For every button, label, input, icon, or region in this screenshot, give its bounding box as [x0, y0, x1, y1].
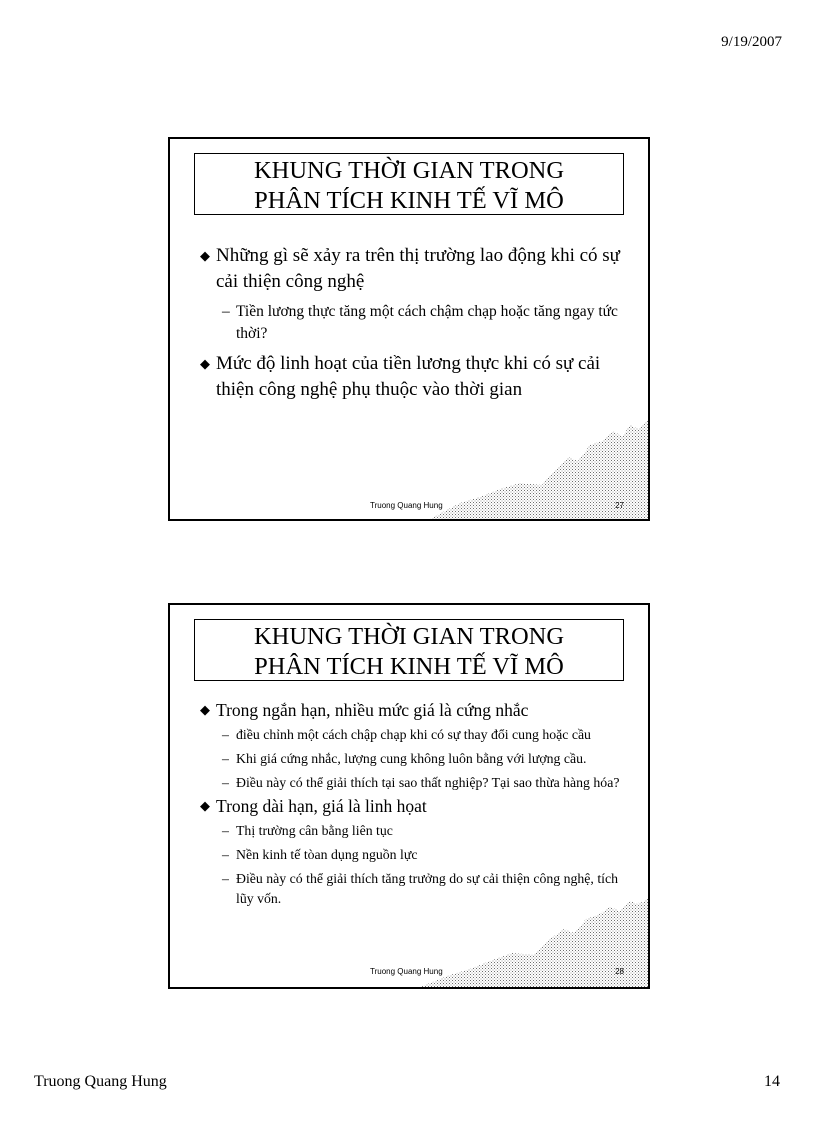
slide-27 [168, 137, 650, 521]
slide-title [194, 153, 624, 215]
sub-bullet [200, 725, 620, 745]
slide-body [200, 699, 620, 909]
dash-bullet-icon: – [222, 751, 229, 766]
sub-bullet-text: Nền kinh tế tòan dụng nguồn lực [236, 847, 418, 862]
sub-bullet-text: Điều này có thể giải thích tăng trưởng do sự cải thiện công nghệ, tích lũy vốn. [236, 871, 619, 906]
sub-bullet-text: Khi giá cứng nhắc, lượng cung không luôn bằng với lượng cầu. [236, 751, 587, 766]
page-footer-author: Truong Quang Hung [34, 1073, 167, 1090]
diamond-bullet-icon: ◆ [200, 248, 210, 263]
bullet-text: Trong ngắn hạn, nhiều mức giá là cứng nhắc [216, 700, 529, 720]
bullet-text: Mức độ linh hoạt của tiền lương thực khi có sự cải thiện công nghệ phụ thuộc vào thời gian [216, 353, 601, 400]
diamond-bullet-icon: ◆ [200, 798, 210, 813]
page-number: 14 [764, 1073, 780, 1090]
sub-bullet [200, 821, 620, 841]
dash-bullet-icon: – [222, 847, 229, 862]
sub-bullet-text: điều chỉnh một cách chập chạp khi có sự thay đổi cung hoặc cầu [236, 727, 591, 742]
slide-28 [168, 603, 650, 989]
sub-bullet [200, 869, 620, 909]
slide-footer-author: Truong Quang Hung [370, 501, 443, 510]
slide-number: 28 [615, 967, 624, 976]
sub-bullet [200, 845, 620, 865]
bullet-text: Những gì sẽ xảy ra trên thị trường lao động khi có sự cải thiện công nghệ [216, 245, 620, 292]
bullet [200, 795, 620, 817]
bullet-text: Trong dài hạn, giá là linh họat [216, 796, 427, 816]
bullet [200, 351, 620, 403]
diamond-bullet-icon: ◆ [200, 702, 210, 717]
dash-bullet-icon: – [222, 727, 229, 742]
slide-body [200, 243, 620, 403]
slide-number: 27 [615, 501, 624, 510]
slide-title-line: KHUNG THỜI GIAN TRONG [253, 623, 565, 650]
slide-title-line: PHÂN TÍCH KINH TẾ VĨ MÔ [254, 653, 564, 680]
sub-bullet [200, 773, 620, 793]
dash-bullet-icon: – [222, 775, 229, 790]
bullet [200, 243, 620, 295]
sub-bullet [200, 301, 620, 345]
sub-bullet [200, 749, 620, 769]
sub-bullet-text: Tiền lương thực tăng một cách chậm chạp hoặc tăng ngay tức thời? [236, 303, 618, 342]
slide-title-line: PHÂN TÍCH KINH TẾ VĨ MÔ [254, 187, 564, 214]
sub-bullet-text: Thị trường cân bằng liên tục [236, 823, 393, 838]
page-date: 9/19/2007 [721, 34, 782, 50]
slide-title-line: KHUNG THỜI GIAN TRONG [253, 157, 565, 184]
diamond-bullet-icon: ◆ [200, 356, 210, 371]
slide-title [194, 619, 624, 681]
bullet [200, 699, 620, 721]
dash-bullet-icon: – [222, 871, 229, 886]
dash-bullet-icon: – [222, 823, 229, 838]
slide-footer-author: Truong Quang Hung [370, 967, 443, 976]
sub-bullet-text: Điều này có thể giải thích tại sao thất nghiệp? Tại sao thừa hàng hóa? [236, 775, 620, 790]
dash-bullet-icon: – [222, 303, 230, 320]
